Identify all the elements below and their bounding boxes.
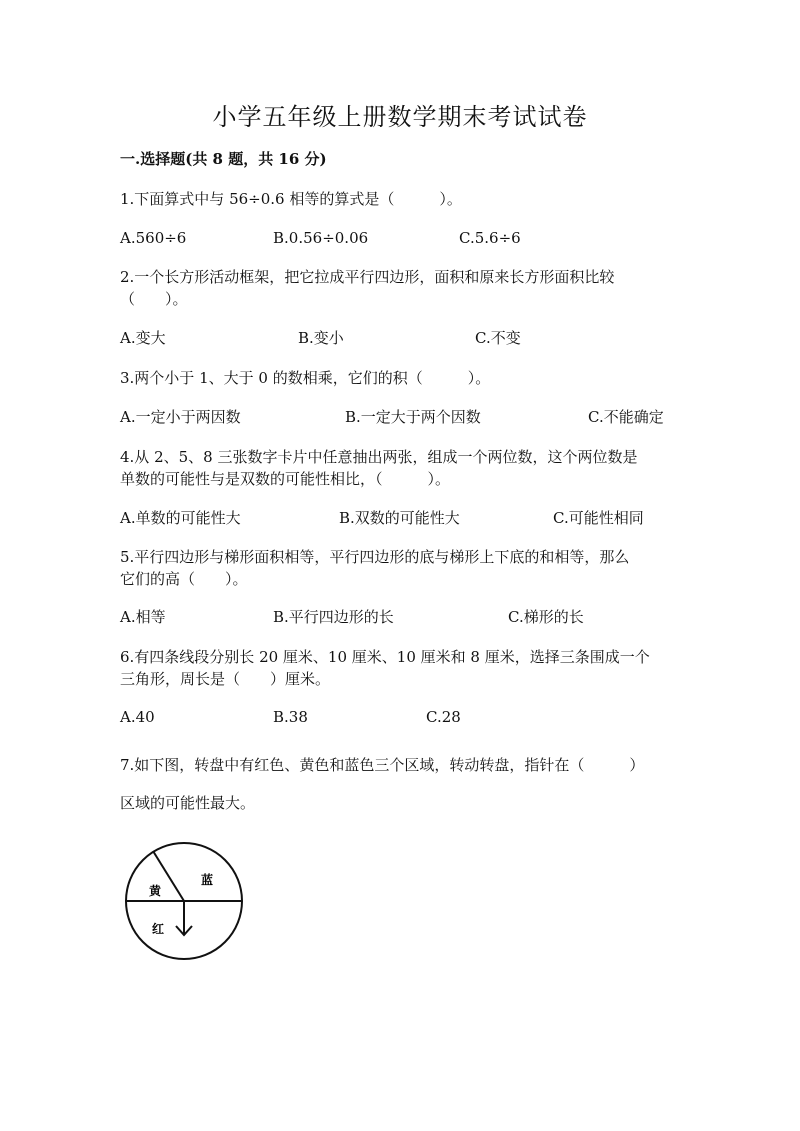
q4-option-a: A.单数的可能性大	[120, 509, 241, 527]
question-3-line-1: 3.两个小于 1、大于 0 的数相乘，它们的积（ ）。	[120, 369, 491, 387]
spinner-label-red: 红	[152, 922, 165, 936]
question-6	[120, 646, 680, 690]
question-6-line-2: 三角形，周长是（ ）厘米。	[120, 670, 331, 688]
q5-option-c: C.梯形的长	[508, 608, 584, 626]
q2-option-b: B.变小	[298, 329, 344, 347]
question-2	[120, 266, 680, 310]
q6-option-b: B.38	[273, 708, 308, 726]
question-2-line-1: 2.一个长方形活动框架，把它拉成平行四边形，面积和原来长方形面积比较	[120, 268, 615, 286]
question-3	[120, 367, 680, 389]
section-heading: 一.选择题(共 8 题，共 16 分)	[120, 150, 327, 168]
spinner-diagram	[124, 840, 244, 962]
spinner-label-blue: 蓝	[201, 873, 214, 887]
q4-option-c: C.可能性相同	[553, 509, 644, 527]
q2-option-a: A.变大	[120, 329, 166, 347]
page-title: 小学五年级上册数学期末考试试卷	[212, 103, 588, 131]
q5-option-a: A.相等	[120, 608, 166, 626]
q5-option-b: B.平行四边形的长	[273, 608, 394, 626]
question-5	[120, 546, 680, 590]
q6-option-a: A.40	[120, 708, 155, 726]
q3-option-c: C.不能确定	[588, 408, 664, 426]
q6-option-c: C.28	[426, 708, 461, 726]
question-7-line-1: 7.如下图，转盘中有红色、黄色和蓝色三个区域，转动转盘，指针在（ ）	[120, 756, 645, 774]
q1-option-c: C.5.6÷6	[459, 229, 521, 247]
question-4-line-2: 单数的可能性与是双数的可能性相比，（ ）。	[120, 470, 451, 488]
question-1-line-1: 1.下面算式中与 56÷0.6 相等的算式是（ ）。	[120, 190, 462, 208]
question-4-line-1: 4.从 2、5、8 三张数字卡片中任意抽出两张，组成一个两位数，这个两位数是	[120, 448, 638, 466]
q4-option-b: B.双数的可能性大	[339, 509, 460, 527]
question-6-line-1: 6.有四条线段分别长 20 厘米、10 厘米、10 厘米和 8 厘米，选择三条围成一个	[120, 648, 650, 666]
question-7	[120, 746, 680, 822]
q1-option-b: B.0.56÷0.06	[273, 229, 369, 247]
question-1	[120, 188, 680, 210]
q1-option-a: A.560÷6	[120, 229, 187, 247]
spinner-label-yellow: 黄	[149, 884, 162, 898]
question-2-line-2: （ ）。	[120, 290, 188, 308]
question-5-line-1: 5.平行四边形与梯形面积相等，平行四边形的底与梯形上下底的和相等，那么	[120, 548, 630, 566]
q3-option-b: B.一定大于两个因数	[345, 408, 481, 426]
q3-option-a: A.一定小于两因数	[120, 408, 241, 426]
question-4	[120, 446, 680, 490]
question-5-line-2: 它们的高（ ）。	[120, 570, 248, 588]
q2-option-c: C.不变	[475, 329, 521, 347]
question-7-line-2: 区域的可能性最大。	[120, 794, 256, 812]
